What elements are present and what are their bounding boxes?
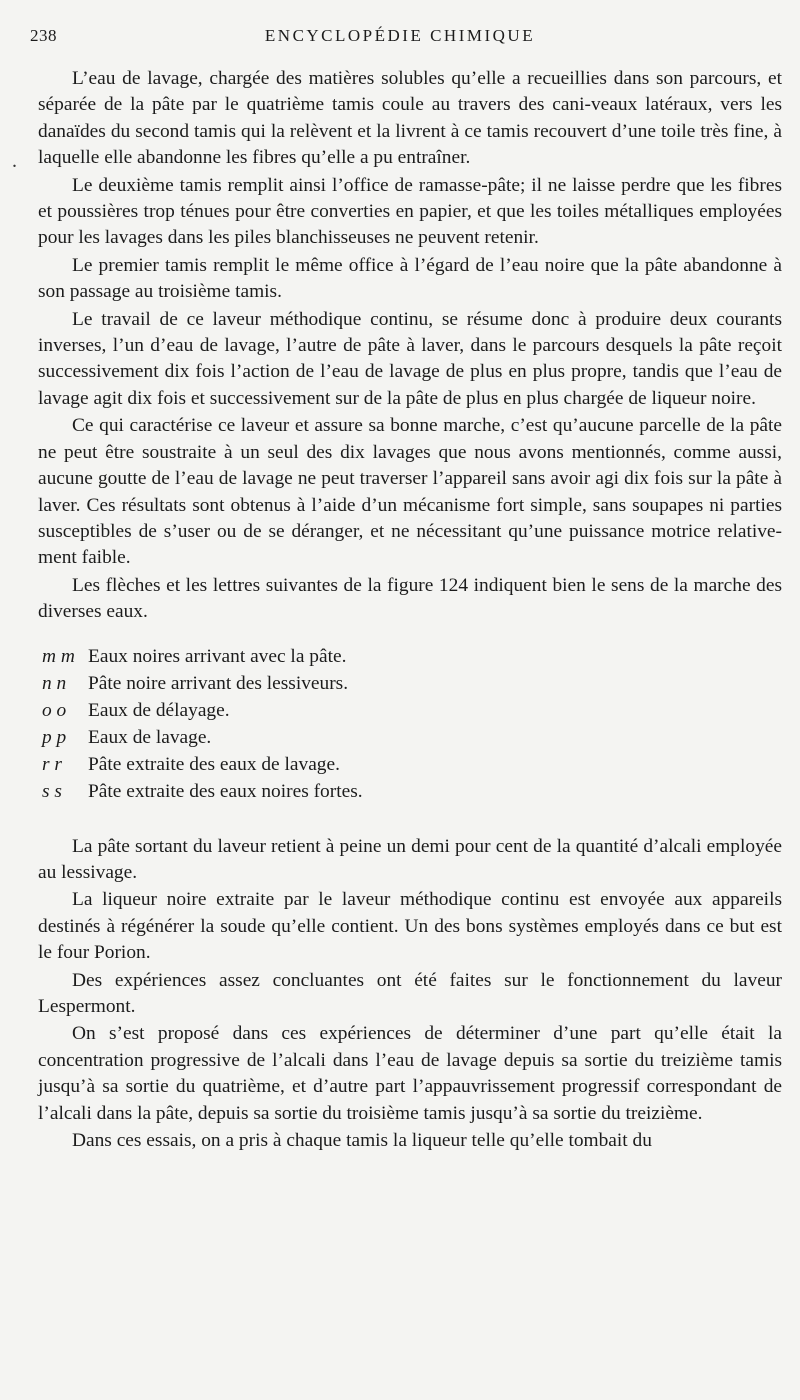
figure-legend xyxy=(42,644,782,806)
paragraph: La pâte sortant du laveur retient à peine un demi pour cent de la quantité d’alcali employée au lessivage. xyxy=(38,835,782,883)
page-body xyxy=(38,66,782,1155)
paragraph: Les flèches et les lettres suivantes de la figure 124 indiquent bien le sens de la marche des diverses eaux. xyxy=(38,574,782,623)
legend-item xyxy=(42,752,782,779)
running-title: ENCYCLOPÉDIE CHIMIQUE xyxy=(264,26,536,45)
legend-text: Pâte noire arrivant des lessiveurs. xyxy=(88,672,349,694)
legend-item xyxy=(42,698,782,725)
page-header xyxy=(0,26,800,50)
paragraph: On s’est proposé dans ces expériences de déterminer d’une part qu’elle était la concentration progressive de l’alcali dans l’eau de lavage depuis sa sortie du treizième tamis jusqu’à sa sortie du quatrième, et d’autre part l’appauvrissement progressif correspondant de l’alcali dans la pâte, depuis sa sortie du troisième tamis jusqu’à sa sortie du treizième. xyxy=(38,1023,782,1124)
page-number: 238 xyxy=(30,26,57,45)
legend-text: Eaux noires arrivant avec la pâte. xyxy=(88,645,347,667)
legend-item xyxy=(42,725,782,752)
paragraph: Des expériences assez concluantes ont été faites sur le fonctionnement du laveur Lespermont. xyxy=(38,969,782,1017)
paragraph: L’eau de lavage, chargée des matières solubles qu’elle a recueillies dans son parcours, et séparée de la pâte par le quatrième tamis coule au travers des cani-veaux latéraux, vers les danaïdes du second tamis qui la relèvent et la livrent à ce tamis recouvert d’une toile très fine, à laquelle elle abandonne les fibres qu’elle a pu entraîner. xyxy=(38,68,782,169)
paragraph: La liqueur noire extraite par le laveur méthodique continu est envoyée aux appareils destinés à régénérer la soude qu’elle contient. Un des bons systèmes employés dans ce but est le four Porion. xyxy=(38,889,782,964)
legend-key: p p xyxy=(42,726,67,748)
paragraph: Le deuxième tamis remplit ainsi l’office de ramasse-pâte; il ne laisse perdre que les fibres et poussières trop ténues pour être converties en papier, et que les toiles métalliques employées pour les lavages dans les piles blanchisseuses ne peuvent retenir. xyxy=(38,174,782,249)
legend-key: s s xyxy=(42,780,62,802)
legend-key: m m xyxy=(42,645,75,667)
paragraph: Le premier tamis remplit le même office à l’égard de l’eau noire que la pâte abandonne à son passage au troisième tamis. xyxy=(38,254,782,303)
legend-item xyxy=(42,644,782,671)
legend-text: Pâte extraite des eaux noires fortes. xyxy=(88,780,363,802)
legend-text: Pâte extraite des eaux de lavage. xyxy=(88,753,340,775)
legend-text: Eaux de lavage. xyxy=(88,726,212,748)
legend-key: o o xyxy=(42,699,67,721)
margin-mark: . xyxy=(12,150,17,172)
paragraph: Le travail de ce laveur méthodique continu, se résume donc à produire deux courants inverses, l’un d’eau de lavage, l’autre de pâte à laver, dans le parcours desquels la pâte reçoit successivement dix fois l’action de l’eau de lavage de plus en plus propre, tandis que l’eau de lavage agit dix fois et successivement sur de la pâte de plus en plus chargée de liqueur noire. xyxy=(38,308,782,409)
paragraph: Ce qui caractérise ce laveur et assure sa bonne marche, c’est qu’aucune parcelle de la pâte ne peut être soustraite à un seul des dix lavages que nous avons mentionnés, comme aussi, aucune goutte de l’eau de lavage ne peut traverser l’appareil sans avoir agi dix fois sur la pâte à laver. Ces résultats sont obtenus à l’aide d’un mécanisme fort simple, sans soupapes ni parties susceptibles de s’user ou de se déranger, et ne nécessitant qu’une puissance motrice relative-ment faible. xyxy=(38,415,782,569)
legend-key: r r xyxy=(42,753,62,775)
legend-key: n n xyxy=(42,672,67,694)
legend-item xyxy=(42,671,782,698)
legend-text: Eaux de délayage. xyxy=(88,699,230,721)
legend-item xyxy=(42,779,782,806)
paragraph: Dans ces essais, on a pris à chaque tamis la liqueur telle qu’elle tombait du xyxy=(72,1130,652,1151)
